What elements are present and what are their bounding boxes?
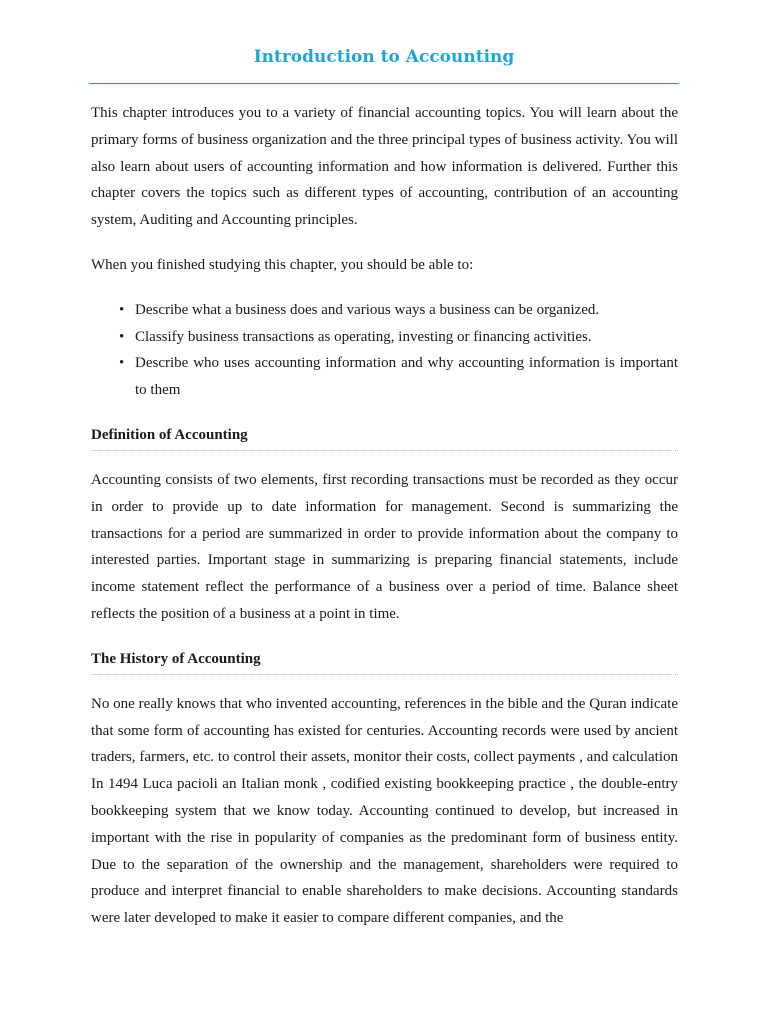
list-item xyxy=(119,350,678,404)
definition-paragraph: Accounting consists of two elements, first recording transactions must be recorded as they occur in order to provide up to date information for management. Second is summarizing the transactions for a period are summarized in order to provide information about the company to interested parties. Important stage in summarizing is preparing financial statements, include income statement reflect the performance of a business over a period of time. Balance sheet reflects the position of a business at a point in time. xyxy=(91,471,678,622)
bullet-icon: • xyxy=(119,301,125,318)
section-divider xyxy=(91,450,678,451)
list-item xyxy=(119,297,678,324)
objective-text: Describe who uses accounting information and why accounting information is important to them xyxy=(135,355,678,399)
list-item xyxy=(119,324,678,351)
objectives-list xyxy=(91,297,678,404)
section-divider xyxy=(91,674,678,675)
document-body xyxy=(91,100,678,950)
title-divider xyxy=(89,83,679,84)
objective-text: Describe what a business does and various ways a business can be organized. xyxy=(135,301,600,318)
bullet-icon: • xyxy=(119,355,125,372)
objectives-lead: When you finished studying this chapter, you should be able to: xyxy=(91,256,474,273)
section-heading-history: The History of Accounting xyxy=(91,650,261,667)
intro-paragraph: This chapter introduces you to a variety of financial accounting topics. You will learn about the primary forms of business organization and the three principal types of business activity. You will also learn about users of accounting information and how information is delivered. Further this chapter covers the topics such as different types of accounting, contribution of an accounting system, Auditing and Accounting principles. xyxy=(91,105,678,229)
bullet-icon: • xyxy=(119,328,125,345)
section-heading-definition: Definition of Accounting xyxy=(91,426,248,443)
objective-text: Classify business transactions as operating, investing or financing activities. xyxy=(135,328,592,345)
history-paragraph: No one really knows that who invented accounting, references in the bible and the Quran indicate that some form of accounting has existed for centuries. Accounting records were used by ancient traders, farmers, etc. to control their assets, monitor their costs, collect payments , and calculation In 1494 Luca pacioli an Italian monk , codified existing bookkeeping practice , the double-entry bookkeeping system that we know today. Accounting continued to develop, but increased in important with the rise in popularity of companies as the predominant form of business entity. Due to the separation of the ownership and the management, shareholders were required to produce and interpret financial to enable shareholders to make decisions. Accounting standards were later developed to make it easier to compare different companies, and the xyxy=(91,695,678,927)
page-title: Introduction to Accounting xyxy=(253,47,515,67)
